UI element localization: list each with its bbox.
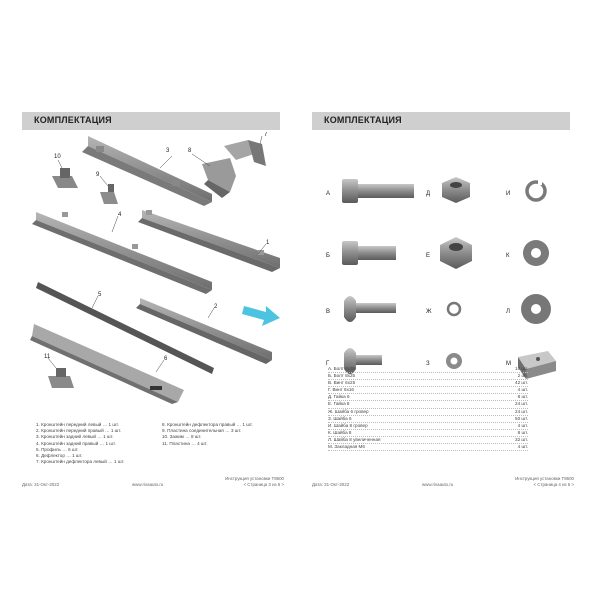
label-d: Д bbox=[426, 191, 431, 197]
footer-instruction: Инструкция установки T8600 bbox=[225, 476, 284, 481]
label-b: Б bbox=[326, 253, 330, 259]
footer-date: Дата: 31-Окт-2022 bbox=[22, 482, 60, 487]
label-7: 7 bbox=[264, 132, 268, 138]
item-zh-spring-washer-6 bbox=[448, 303, 460, 315]
section-title: КОМПЛЕКТАЦИЯ bbox=[324, 115, 402, 125]
item-b-bolt-8x25 bbox=[342, 241, 396, 265]
direction-arrow-icon bbox=[242, 306, 280, 326]
hardware-row: Б. Болт 8х25 2 шт. bbox=[328, 373, 528, 380]
parts-row: 2. Кронштейн передний правый … 1 шт. bbox=[36, 428, 122, 434]
item-k-washer-8 bbox=[523, 240, 549, 266]
footer-page-number: < Страница 3 из 6 > bbox=[243, 482, 284, 487]
label-z: З bbox=[426, 361, 430, 367]
label-1: 1 bbox=[266, 240, 270, 246]
item-e-nut-8 bbox=[440, 237, 472, 269]
parts-list-right bbox=[162, 422, 282, 447]
parts-illustration bbox=[22, 132, 292, 422]
parts-row: 11. Пластина … 4 шт. bbox=[162, 440, 208, 446]
part-4-rear-right-bracket bbox=[32, 212, 212, 294]
item-v-screw-6x25 bbox=[344, 296, 396, 322]
label-4: 4 bbox=[118, 212, 122, 218]
item-i-spring-washer-8 bbox=[527, 179, 545, 200]
label-zh: Ж bbox=[426, 309, 432, 315]
parts-row: 10. Зажим … 8 шт. bbox=[162, 434, 202, 440]
hardware-row: К. Шайба 8 8 шт. bbox=[328, 430, 528, 437]
item-d-nut-6 bbox=[442, 177, 470, 203]
item-a-bolt-8x35 bbox=[342, 179, 414, 203]
label-5: 5 bbox=[98, 292, 102, 298]
parts-row: 3. Кронштейн задний левый … 1 шт. bbox=[36, 434, 114, 440]
parts-row: 1. Кронштейн передний левый … 1 шт. bbox=[36, 422, 119, 427]
hardware-row: Г. Винт 6х16 4 шт. bbox=[328, 387, 528, 394]
label-e: Е bbox=[426, 253, 431, 259]
hardware-row: И. Шайба 8 гровер 4 шт. bbox=[328, 423, 528, 430]
hardware-row: М. Закладная М6 4 шт. bbox=[328, 444, 528, 451]
section-header bbox=[312, 112, 570, 130]
part-2-front-right-bracket bbox=[136, 298, 272, 364]
footer-page-number: < Страница 4 из 6 > bbox=[533, 482, 574, 487]
parts-row: 4. Кронштейн задний правый … 1 шт. bbox=[36, 440, 116, 446]
hardware-list bbox=[328, 366, 528, 451]
label-10: 10 bbox=[54, 154, 61, 160]
label-8: 8 bbox=[188, 148, 192, 154]
parts-row: 8. Кронштейн дефлектора правый … 1 шт. bbox=[162, 422, 253, 427]
hardware-row: З. Шайба 6 50 шт. bbox=[328, 416, 528, 423]
parts-row: 5. Профиль … 6 шт. bbox=[36, 446, 79, 452]
part-9-connecting-plate bbox=[100, 184, 118, 204]
section-title: КОМПЛЕКТАЦИЯ bbox=[34, 115, 112, 125]
hardware-row: Д. Гайка 6 8 шт. bbox=[328, 394, 528, 401]
parts-row: 7. Кронштейн дефлектора левый … 1 шт. bbox=[36, 459, 125, 465]
hardware-row: Ж. Шайба 6 гровер 24 шт. bbox=[328, 409, 528, 416]
label-a: А bbox=[326, 191, 331, 197]
section-header bbox=[22, 112, 280, 130]
hardware-row: В. Винт 6х25 42 шт. bbox=[328, 380, 528, 387]
hardware-row: А. Болт 8х35 16 шт. bbox=[328, 366, 528, 373]
item-l-washer-8-large bbox=[521, 294, 551, 324]
label-11: 11 bbox=[44, 354, 51, 360]
part-10-clamp bbox=[52, 168, 78, 188]
footer-site: www.rivaauto.ru bbox=[422, 482, 454, 487]
footer-site: www.rivaauto.ru bbox=[132, 482, 164, 487]
label-2: 2 bbox=[214, 304, 218, 310]
label-i: И bbox=[506, 191, 511, 197]
label-3: 3 bbox=[166, 148, 170, 154]
parts-list-left bbox=[36, 422, 156, 465]
footer-date: Дата: 31-Окт-2022 bbox=[312, 482, 350, 487]
label-l: Л bbox=[506, 309, 510, 315]
label-v: В bbox=[326, 309, 331, 315]
label-g: Г bbox=[326, 361, 330, 367]
label-k: К bbox=[506, 253, 510, 259]
hardware-row: Е. Гайка 8 24 шт. bbox=[328, 401, 528, 408]
label-6: 6 bbox=[164, 356, 168, 362]
part-11-plate bbox=[48, 368, 74, 388]
label-9: 9 bbox=[96, 172, 100, 178]
parts-row: 9. Пластина соединительная … 3 шт. bbox=[162, 428, 242, 434]
footer-instruction: Инструкция установки T8600 bbox=[515, 476, 574, 481]
hardware-row: Л. Шайба 8 увеличенная 32 шт. bbox=[328, 437, 528, 444]
parts-row: 6. Дефлектор … 1 шт. bbox=[36, 453, 83, 459]
left-page bbox=[22, 104, 292, 494]
label-m: М bbox=[506, 361, 511, 367]
right-page bbox=[312, 104, 582, 494]
